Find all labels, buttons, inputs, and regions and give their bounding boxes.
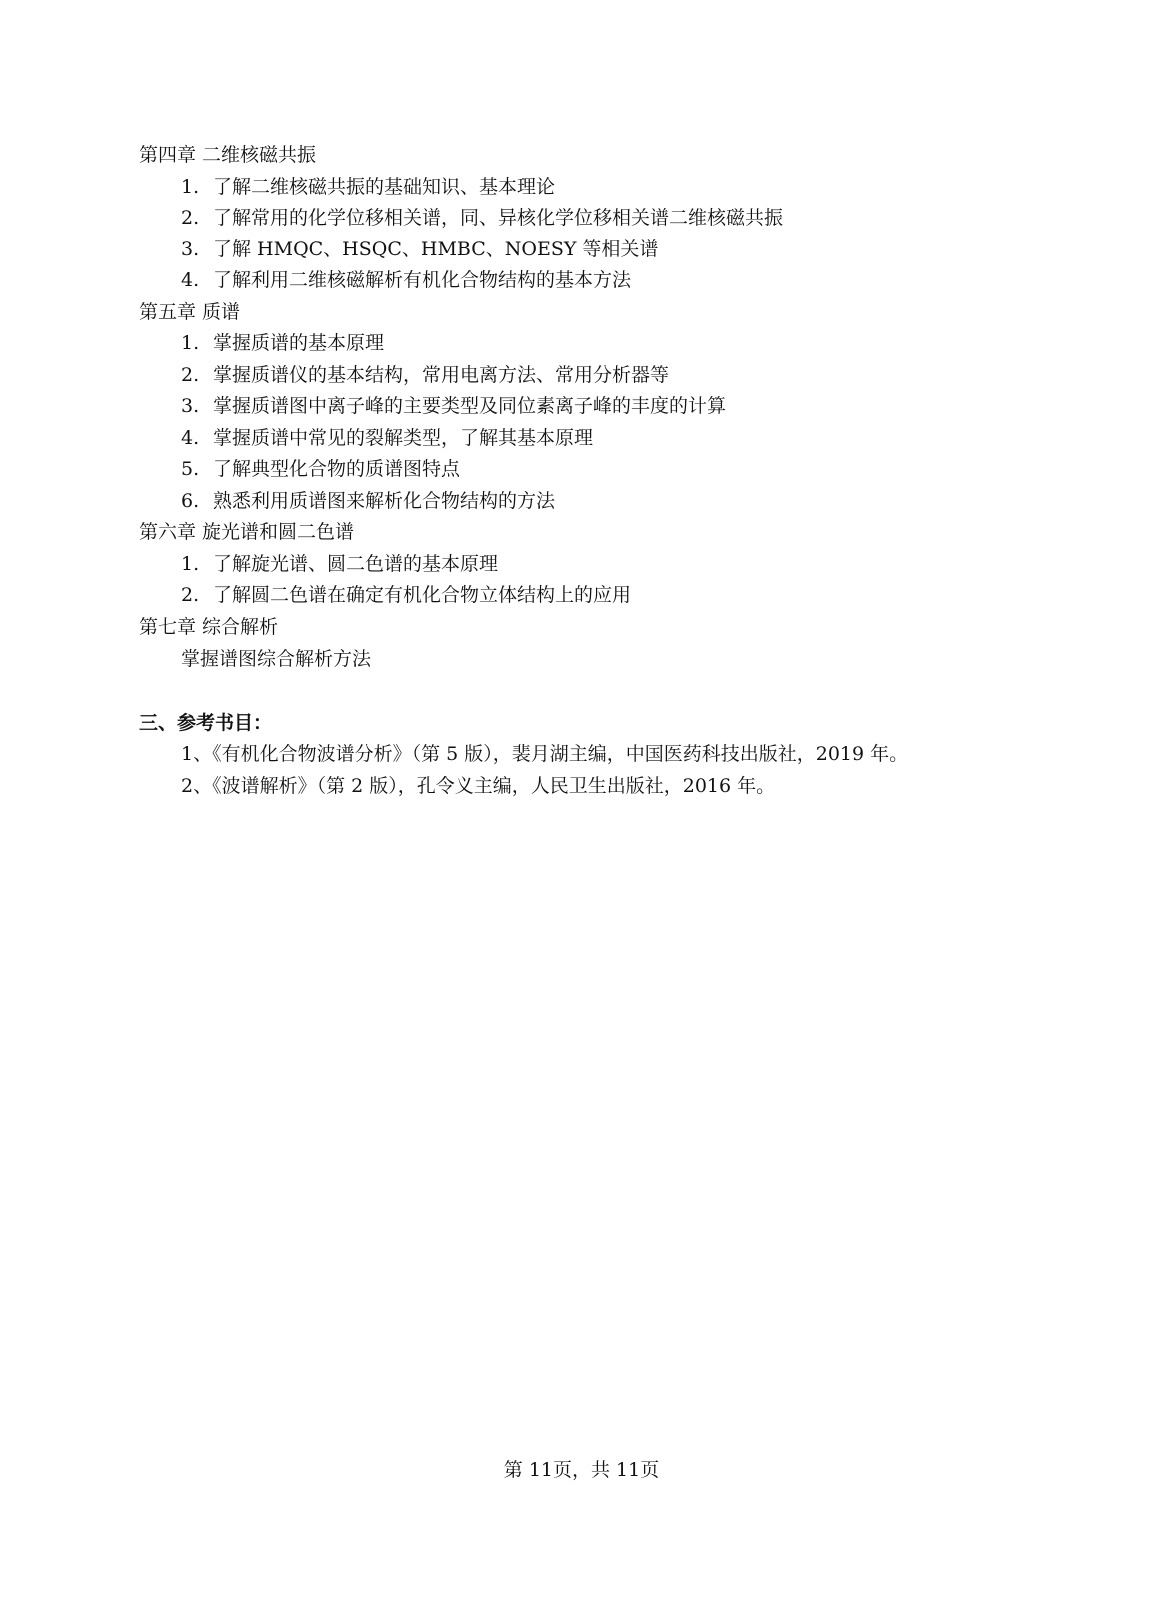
chapter-5-item-2 (181, 363, 669, 387)
item-text: 了解利用二维核磁解析有机化合物结构的基本方法 (213, 269, 632, 291)
item-number: 5. (181, 458, 200, 480)
item-number: 3. (181, 238, 200, 260)
chapter-4-title: 第四章 二维核磁共振 (139, 144, 317, 166)
item-number: 4. (181, 269, 200, 291)
chapter-5-item-4 (181, 426, 593, 450)
item-number: 6. (181, 490, 200, 512)
page-footer: 第 11页，共 11页 (503, 1459, 660, 1481)
item-text: 熟悉利用质谱图来解析化合物结构的方法 (213, 490, 556, 512)
item-text: 了解 HMQC、HSQC、HMBC、NOESY 等相关谱 (213, 238, 659, 260)
item-number: 1. (181, 553, 200, 575)
chapter-4-item-1 (181, 175, 555, 199)
item-number: 2. (181, 207, 200, 229)
item-number: 3. (181, 395, 200, 417)
references-heading: 三、参考书目： (139, 712, 273, 734)
reference-item-1: 1、《有机化合物波谱分析》（第 5 版），裴月湖主编，中国医药科技出版社，2019 年。 (181, 743, 909, 765)
item-text: 掌握质谱的基本原理 (213, 332, 385, 354)
chapter-6-item-2 (181, 583, 631, 607)
chapter-5-item-6 (181, 489, 555, 513)
item-text: 了解圆二色谱在确定有机化合物立体结构上的应用 (213, 584, 632, 606)
chapter-7-title: 第七章 综合解析 (139, 616, 279, 638)
item-text: 掌握质谱仪的基本结构，常用电离方法、常用分析器等 (213, 364, 670, 386)
item-text: 了解旋光谱、圆二色谱的基本原理 (213, 553, 499, 575)
chapter-4-item-3 (181, 237, 658, 261)
chapter-5-title: 第五章 质谱 (139, 301, 241, 323)
chapter-6-title: 第六章 旋光谱和圆二色谱 (139, 521, 355, 543)
chapter-4-item-4 (181, 268, 631, 292)
chapter-5-item-3 (181, 394, 726, 418)
chapter-5-item-5 (181, 457, 460, 481)
item-text: 了解二维核磁共振的基础知识、基本理论 (213, 176, 556, 198)
item-number: 4. (181, 427, 200, 449)
item-text: 了解常用的化学位移相关谱，同、异核化学位移相关谱二维核磁共振 (213, 207, 784, 229)
reference-item-2: 2、《波谱解析》（第 2 版），孔令义主编，人民卫生出版社，2016 年。 (181, 775, 776, 797)
chapter-4-item-2 (181, 206, 783, 230)
item-text: 掌握质谱图中离子峰的主要类型及同位素离子峰的丰度的计算 (213, 395, 727, 417)
item-number: 2. (181, 364, 200, 386)
item-number: 2. (181, 584, 200, 606)
chapter-7-text: 掌握谱图综合解析方法 (181, 648, 372, 670)
chapter-5-item-1 (181, 331, 384, 355)
item-number: 1. (181, 176, 200, 198)
chapter-6-item-1 (181, 552, 498, 576)
item-number: 1. (181, 332, 200, 354)
item-text: 掌握质谱中常见的裂解类型，了解其基本原理 (213, 427, 594, 449)
item-text: 了解典型化合物的质谱图特点 (213, 458, 461, 480)
